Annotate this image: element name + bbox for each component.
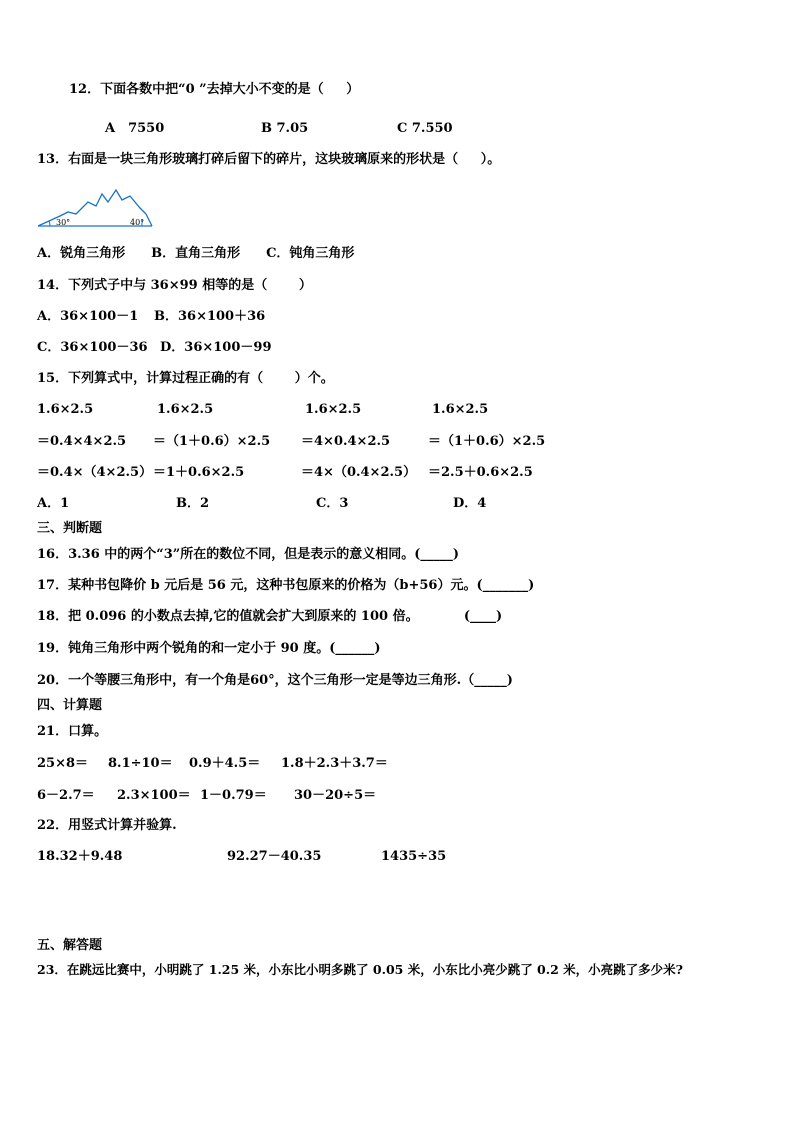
angle-30-label: 30° xyxy=(56,218,71,227)
q15-option-c: C．3 xyxy=(316,496,349,511)
question-14-stem: 14．下列式子中与 36×99 相等的是（ ） xyxy=(37,278,312,293)
q15-col4-line2: ＝（1＋0.6）×2.5 xyxy=(428,434,546,449)
q15-col1-line3: ＝0.4×（4×2.5） xyxy=(37,465,153,480)
q21-item: 6－2.7＝ xyxy=(37,788,95,803)
q14-option-d: D．36×100－99 xyxy=(160,340,272,355)
q15-col2-line1: 1.6×2.5 xyxy=(157,402,214,417)
question-15-stem: 15．下列算式中，计算过程正确的有（ ）个。 xyxy=(37,371,334,386)
broken-glass-figure xyxy=(36,186,156,228)
question-19: 19．钝角三角形中两个锐角的和一定小于 90 度。(______) xyxy=(37,641,381,656)
q12-option-c: C 7.550 xyxy=(397,121,453,136)
question-22-stem: 22．用竖式计算并验算. xyxy=(37,818,177,833)
q21-item: 2.3×100＝ xyxy=(117,788,191,803)
q13-options: A．锐角三角形 B．直角三角形 C．钝角三角形 xyxy=(37,246,355,261)
q21-item: 0.9＋4.5＝ xyxy=(189,756,261,771)
q14-option-b: B．36×100＋36 xyxy=(154,309,266,324)
question-18: 18．把 0.096 的小数点去掉,它的值就会扩大到原来的 100 倍。 (____) xyxy=(37,609,503,624)
q15-col3-line3: ＝4×（0.4×2.5） xyxy=(301,465,417,480)
question-21-stem: 21．口算。 xyxy=(37,724,108,739)
q21-item: 8.1÷10＝ xyxy=(108,756,173,771)
q22-item: 92.27－40.35 xyxy=(227,849,322,864)
q15-col2-line3: ＝1＋0.6×2.5 xyxy=(153,465,245,480)
q15-col2-line2: ＝（1＋0.6）×2.5 xyxy=(153,434,271,449)
q15-col3-line2: ＝4×0.4×2.5 xyxy=(301,434,391,449)
question-17: 17．某种书包降价 b 元后是 56 元，这种书包原来的价格为（b+56）元。(_______) xyxy=(37,578,535,593)
q21-item: 1－0.79＝ xyxy=(200,788,267,803)
q21-item: 30－20÷5＝ xyxy=(294,788,377,803)
q21-item: 1.8＋2.3＋3.7＝ xyxy=(281,756,388,771)
question-16: 16．3.36 中的两个“3”所在的数位不同，但是表示的意义相同。(_____) xyxy=(37,547,460,562)
question-23: 23．在跳远比赛中，小明跳了 1.25 米，小东比小明多跳了 0.05 米，小东比小亮少跳了 0.2 米，小亮跳了多少米? xyxy=(37,962,683,977)
q15-col1-line1: 1.6×2.5 xyxy=(37,402,94,417)
q22-item: 1435÷35 xyxy=(381,849,447,864)
question-12-stem: 12．下面各数中把“0 ”去掉大小不变的是（ ） xyxy=(69,82,360,97)
q15-option-a: A．1 xyxy=(37,496,70,511)
q15-col4-line1: 1.6×2.5 xyxy=(432,402,489,417)
q15-option-d: D．4 xyxy=(453,496,487,511)
q12-option-a: A 7550 xyxy=(105,121,165,136)
section-4-heading: 四、计算题 xyxy=(37,698,103,713)
section-3-heading: 三、判断题 xyxy=(37,521,103,536)
q14-option-c: C．36×100－36 xyxy=(37,340,148,355)
section-5-heading: 五、解答题 xyxy=(37,938,103,953)
q15-col1-line2: ＝0.4×4×2.5 xyxy=(37,434,127,449)
q21-item: 25×8＝ xyxy=(37,756,89,771)
q15-option-b: B．2 xyxy=(176,496,210,511)
question-20: 20．一个等腰三角形中，有一个角是60°，这个三角形一定是等边三角形.（_____) xyxy=(37,673,513,688)
q14-option-a: A．36×100－1 xyxy=(37,309,139,324)
q12-option-b: B 7.05 xyxy=(261,121,309,136)
question-13-stem: 13．右面是一块三角形玻璃打碎后留下的碎片，这块玻璃原来的形状是（ ）。 xyxy=(37,152,501,167)
q15-col4-line3: ＝2.5＋0.6×2.5 xyxy=(428,465,533,480)
q15-col3-line1: 1.6×2.5 xyxy=(305,402,362,417)
angle-40-label: 40° xyxy=(130,218,145,227)
q22-item: 18.32＋9.48 xyxy=(37,849,123,864)
